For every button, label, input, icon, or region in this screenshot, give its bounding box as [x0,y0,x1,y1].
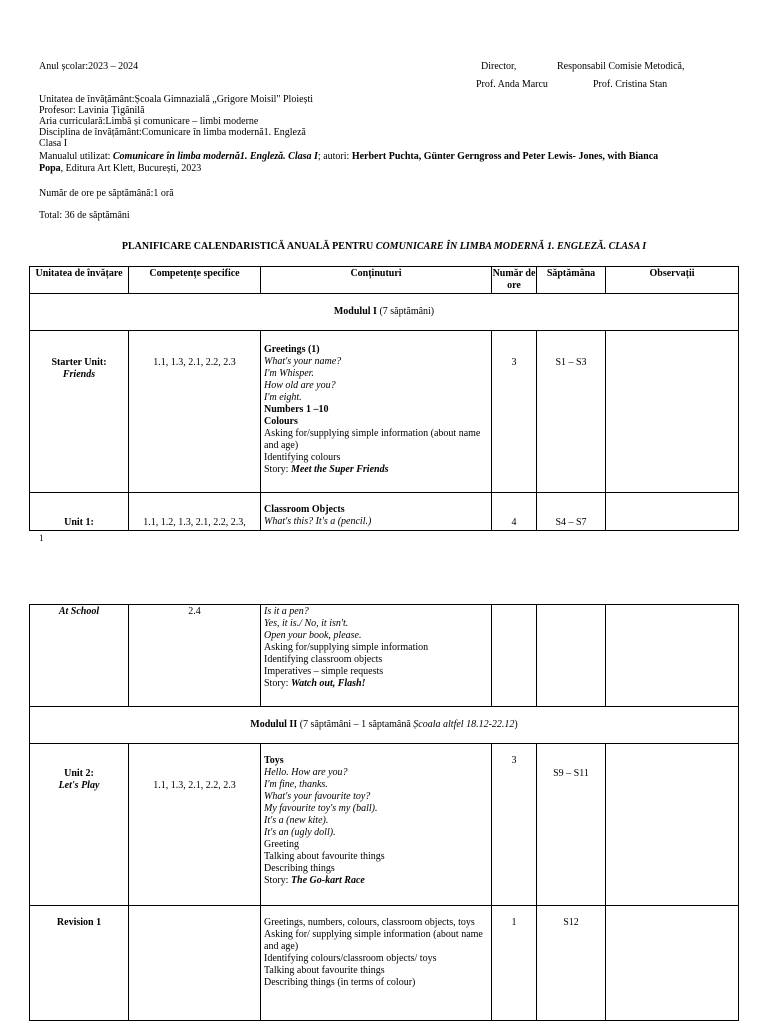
page-number: 1 [39,533,44,543]
unit-subtitle: Friends [62,369,96,380]
module-row [30,707,739,744]
content-line: My favourite toy's my (ball). [264,803,378,814]
unit-cell [30,906,129,1021]
table-row [30,906,739,1021]
story-prefix: Story: [264,464,291,475]
notes-cell [606,744,739,906]
story-prefix: Story: [264,678,291,689]
hours-cell: 1 [492,906,537,1021]
unit-title: Starter Unit: [51,357,107,368]
week-cell: S12 [537,906,606,1021]
content-line: Yes, it is./ No, it isn't. [264,618,349,629]
content-story [264,678,489,690]
week-cell [537,605,606,707]
table-header-row [30,267,739,294]
director-label: Director, [481,61,517,72]
content-heading: Numbers 1 –10 [264,404,329,415]
module-1-title: Modulul I [333,306,377,317]
hours-cell: 4 [492,493,537,531]
story-title: The Go-kart Race [290,875,365,886]
content-line: Imperatives – simple requests [264,666,384,677]
col-header-hours: Număr de ore [492,267,537,294]
story-title: Watch out, Flash! [290,678,366,689]
competences-cell: 1.1, 1.3, 2.1, 2.2, 2.3 [129,331,261,493]
module-2-cell [30,707,739,744]
contents-cell [261,906,492,1021]
contents-cell [261,605,492,707]
content-line: Identifying classroom objects [264,654,383,665]
unit-cell [30,331,129,493]
col-header-competences: Competențe specifice [129,267,261,294]
title-italic: COMUNICARE ÎN LIMBA MODERNĂ 1. ENGLEZĂ. CLASA I [375,241,647,252]
table-row [30,744,739,906]
director-name: Prof. Anda Marcu [476,79,548,90]
table-row [30,493,739,531]
col-header-notes: Observații [606,267,739,294]
content-line: Hello. How are you? [264,767,348,778]
week-cell: S1 – S3 [537,331,606,493]
hours-cell [492,605,537,707]
content-line: What's this? It's a (pencil.) [264,516,372,527]
class-label: Clasa I [39,138,68,149]
unit-cell [30,744,129,906]
col-header-unit: Unitatea de învățare [30,267,129,294]
manual-title: Comunicare în limba modernă1. Engleză. Clasa I [112,151,318,162]
notes-cell [606,605,739,707]
manual-authors: Herbert Puchta, Günter Gerngross and Peter Lewis- Jones, with Bianca [351,151,659,162]
content-line: I'm eight. [264,392,302,403]
responsible-label: Responsabil Comisie Metodică, [557,61,685,72]
unit-subtitle: At School [58,606,100,617]
competences-cell: 2.4 [129,605,261,707]
unit-cell [30,493,129,531]
content-line: It's an (ugly doll). [264,827,336,838]
module-2-note: Școala altfel 18.12-22.12 [413,719,515,730]
discipline: Disciplina de învățământ:Comunicare în limba modernă1. Engleză [39,127,306,138]
manual-prefix: Manualul utilizat: [39,151,113,162]
content-line: Greeting [264,839,299,850]
content-line: Asking for/supplying simple information (about name and age) [264,428,481,451]
module-row [30,294,739,331]
curricular-area: Aria curriculară:Limbă și comunicare – limbi moderne [39,116,259,127]
competences-cell [129,906,261,1021]
content-line: Greetings, numbers, colours, classroom objects, toys [264,917,475,928]
content-heading: Greetings (1) [264,344,320,355]
content-line: What's your favourite toy? [264,791,371,802]
story-title: Meet the Super Friends [290,464,389,475]
content-line: Talking about favourite things [264,851,385,862]
total-weeks: Total: 36 de săptămâni [39,210,130,221]
table-row [30,331,739,493]
unit-subtitle: Let's Play [58,780,100,791]
contents-cell [261,493,492,531]
school-name: Unitatea de învățământ:Școala Gimnazială „Grigore Moisil" Ploiești [39,94,314,105]
responsible-name: Prof. Cristina Stan [593,79,668,90]
content-line: I'm Whisper. [264,368,314,379]
unit-title: Revision 1 [56,917,102,928]
manual-mid: ; autori: [317,151,352,162]
content-line: Identifying colours [264,452,341,463]
content-line: Asking for/supplying simple information [264,642,429,653]
planning-table-page-2 [29,604,739,1021]
content-heading: Toys [264,755,284,766]
unit-title: Unit 1: [64,517,94,528]
hours-cell: 3 [492,331,537,493]
content-heading: Classroom Objects [264,504,345,515]
school-year: Anul școlar:2023 – 2024 [39,61,139,72]
content-line: It's a (new kite). [264,815,329,826]
module-1-cell [30,294,739,331]
manual-author-last: Popa [39,163,61,174]
col-header-contents: Conținuturi [261,267,492,294]
table-row [30,605,739,707]
hours-per-week: Număr de ore pe săptămână:1 oră [39,188,174,199]
content-line: What's your name? [264,356,342,367]
content-story [264,875,489,887]
teacher-name: Profesor: Lavinia Țigănilă [39,105,145,116]
content-line: Asking for/ supplying simple information (about name and age) [264,929,483,952]
col-header-week: Săptămâna [537,267,606,294]
notes-cell [606,493,739,531]
planning-table-page-1 [29,266,739,531]
module-2-weeks: (7 săptămâni – 1 săptamână [297,719,414,730]
title-plain: PLANIFICARE CALENDARISTICĂ ANUALĂ PENTRU [121,241,376,252]
content-line: Is it a pen? [264,606,309,617]
manual-line-1 [39,152,658,163]
week-cell: S4 – S7 [537,493,606,531]
content-line: Talking about favourite things [264,965,385,976]
week-cell: S9 – S11 [537,744,606,906]
content-line: How old are you? [264,380,336,391]
contents-cell [261,331,492,493]
manual-line-2 [39,164,201,175]
unit-title: Unit 2: [64,768,94,779]
content-line: I'm fine, thanks. [264,779,328,790]
content-line: Identifying colours/classroom objects/ toys [264,953,437,964]
unit-cell [30,605,129,707]
hours-cell: 3 [492,744,537,906]
contents-cell [261,744,492,906]
content-heading: Colours [264,416,298,427]
page-title [0,241,768,252]
notes-cell [606,331,739,493]
competences-cell: 1.1, 1.3, 2.1, 2.2, 2.3 [129,744,261,906]
module-1-weeks: (7 săptămâni) [376,306,435,317]
content-line: Describing things [264,863,335,874]
content-line: Describing things (in terms of colour) [264,977,416,988]
content-line: Open your book, please. [264,630,362,641]
content-story [264,464,489,476]
competences-cell: 1.1, 1.2, 1.3, 2.1, 2.2, 2.3, [129,493,261,531]
module-2-title: Modulul II [250,719,298,730]
notes-cell [606,906,739,1021]
manual-publisher: , Editura Art Klett, București, 2023 [60,163,202,174]
module-2-end: ) [514,719,518,730]
story-prefix: Story: [264,875,291,886]
